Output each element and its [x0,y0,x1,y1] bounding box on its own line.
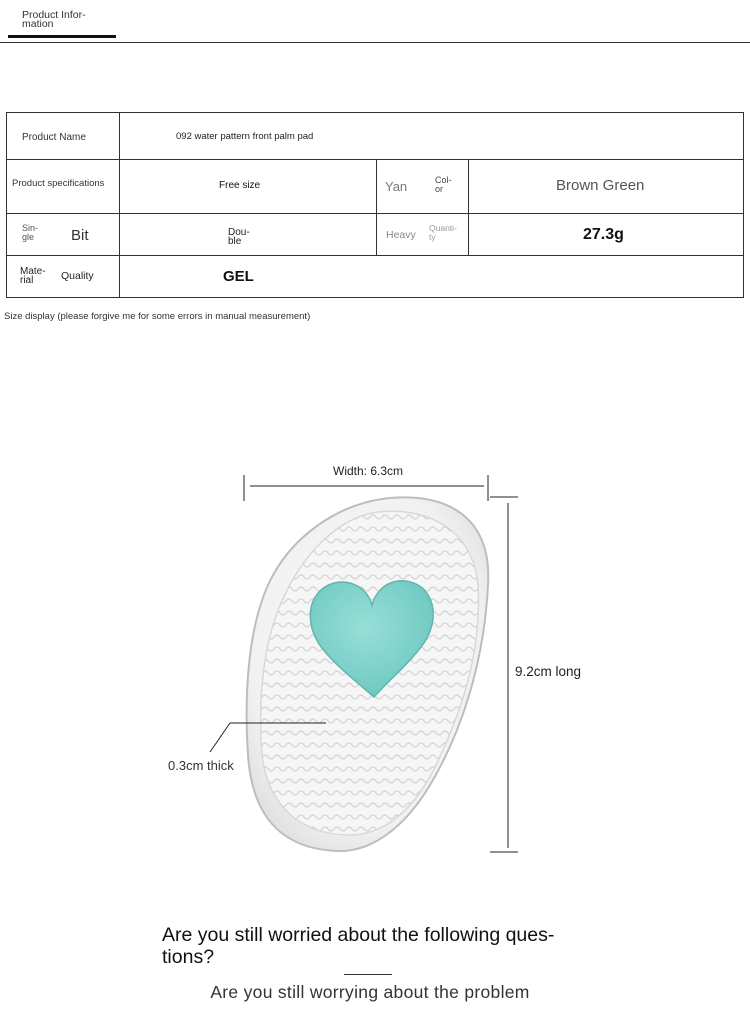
pad-diagram [160,455,600,865]
quantity-label: Quanti-ty [429,223,457,242]
width-label: Width: 6.3cm [333,464,404,478]
spec-value: Free size [219,180,261,191]
cell-material [7,256,120,297]
cell-color-label [377,160,469,213]
single-label: Sin-gle [22,223,39,242]
cell-spec-value [120,160,377,213]
product-name-label: Product Name [22,132,86,143]
thick-label: 0.3cm thick [168,758,234,773]
spec-label: Product specifications [12,178,105,189]
material-value: GEL [223,268,254,285]
cell-name-value [120,113,743,159]
cell-name-label [7,113,120,159]
header-tab-bar [0,0,750,43]
cell-material-value [120,256,743,297]
question-subtitle: Are you still worrying about the problem [210,982,530,1002]
cell-double [120,214,377,255]
product-illustration [160,455,600,865]
table-row-name [7,113,743,160]
size-note: Size display (please forgive me for some errors in manual measurement) [4,311,311,322]
weight-value: 27.3g [583,226,624,243]
material-label: Mate-rial [20,266,46,286]
tab-label: Product Infor-mation [22,9,86,30]
tab-product-information[interactable] [8,6,116,38]
cell-color-value [469,160,743,213]
product-name-value: 092 water pattern front palm pad [176,131,314,142]
color-label-a: Yan [385,179,408,194]
length-label: 9.2cm long [515,664,582,679]
table-row-material [7,256,743,297]
single-value: Bit [71,227,89,244]
cell-weight-value [469,214,743,255]
color-value: Brown Green [556,177,645,194]
question-title: Are you still worried about the following ques-tions? [162,924,555,968]
heavy-label: Heavy [386,229,416,241]
spec-table [6,112,744,298]
quality-label: Quality [61,270,94,282]
table-row-weight [7,214,743,256]
color-label-b: Col-or [435,175,452,194]
divider-line [344,974,392,975]
thick-leader-diag [210,723,230,752]
cell-heavy [377,214,469,255]
table-row-spec [7,160,743,214]
cell-spec-label [7,160,120,213]
double-label: Dou-ble [228,227,250,247]
cell-single [7,214,120,255]
